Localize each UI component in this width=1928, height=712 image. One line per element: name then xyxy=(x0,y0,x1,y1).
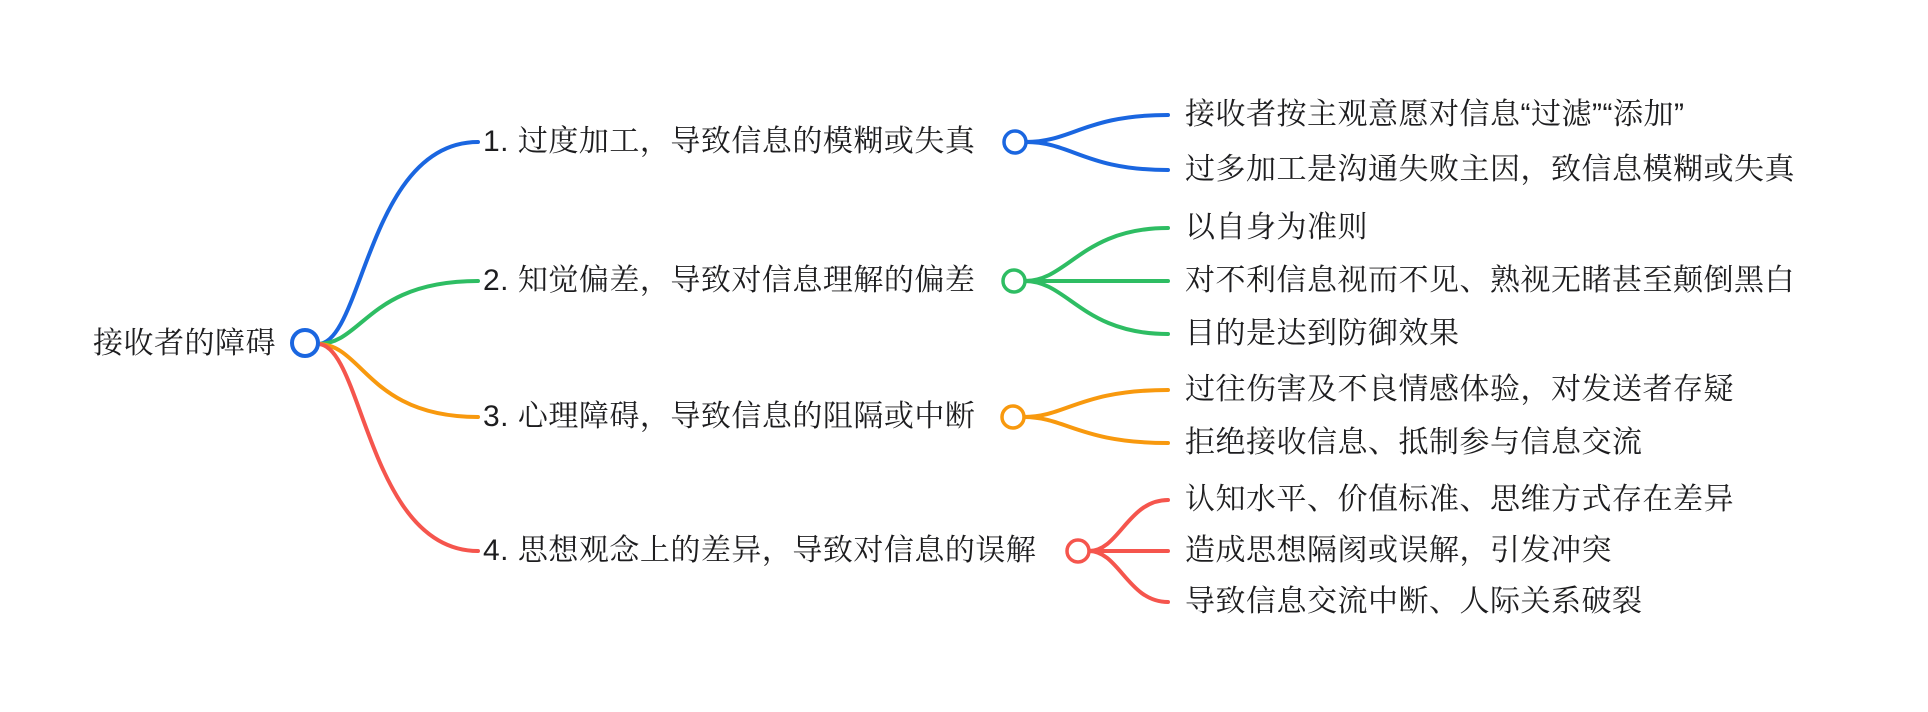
edge-branch-2-leaf-1 xyxy=(1025,228,1168,281)
leaf-node-4-1[interactable]: 认知水平、价值标准、思维方式存在差异 xyxy=(1185,483,1734,516)
leaf-node-3-1[interactable]: 过往伤害及不良情感体验，对发送者存疑 xyxy=(1185,373,1734,406)
leaf-node-2-1[interactable]: 以自身为准则 xyxy=(1185,211,1368,244)
edge-root-branch-3 xyxy=(318,344,478,417)
leaf-node-4-2[interactable]: 造成思想隔阂或误解，引发冲突 xyxy=(1185,534,1612,567)
branch-4-toggle-circle[interactable] xyxy=(1067,540,1089,562)
edge-root-branch-1 xyxy=(318,142,478,344)
leaf-node-1-2[interactable]: 过多加工是沟通失败主因，致信息模糊或失真 xyxy=(1185,153,1795,186)
leaf-node-2-3[interactable]: 目的是达到防御效果 xyxy=(1185,317,1460,350)
edge-branch-3-leaf-1 xyxy=(1024,390,1168,417)
edge-root-branch-4 xyxy=(318,344,478,551)
edge-branch-4-leaf-1 xyxy=(1089,500,1168,551)
leaf-node-3-2[interactable]: 拒绝接收信息、抵制参与信息交流 xyxy=(1185,426,1643,459)
leaf-node-1-1[interactable]: 接收者按主观意愿对信息“过滤”“添加” xyxy=(1185,98,1685,131)
branch-3-toggle-circle[interactable] xyxy=(1002,406,1024,428)
edge-branch-2-leaf-3 xyxy=(1025,281,1168,334)
branch-node-4[interactable]: 4. 思想观念上的差异，导致对信息的误解 xyxy=(483,534,1037,567)
branch-node-3[interactable]: 3. 心理障碍，导致信息的阻隔或中断 xyxy=(483,400,976,433)
leaf-node-4-3[interactable]: 导致信息交流中断、人际关系破裂 xyxy=(1185,585,1643,618)
edge-branch-1-leaf-2 xyxy=(1026,142,1168,170)
root-node[interactable]: 接收者的障碍 xyxy=(93,327,276,360)
edge-branch-1-leaf-1 xyxy=(1026,115,1168,142)
edge-branch-4-leaf-3 xyxy=(1089,551,1168,602)
branch-node-2[interactable]: 2. 知觉偏差，导致对信息理解的偏差 xyxy=(483,264,976,297)
branch-node-1[interactable]: 1. 过度加工，导致信息的模糊或失真 xyxy=(483,125,976,158)
root-toggle-circle[interactable] xyxy=(292,330,318,356)
branch-2-toggle-circle[interactable] xyxy=(1003,270,1025,292)
leaf-node-2-2[interactable]: 对不利信息视而不见、熟视无睹甚至颠倒黑白 xyxy=(1185,264,1795,297)
edge-root-branch-2 xyxy=(318,281,478,344)
branch-1-toggle-circle[interactable] xyxy=(1004,131,1026,153)
edge-branch-3-leaf-2 xyxy=(1024,417,1168,443)
